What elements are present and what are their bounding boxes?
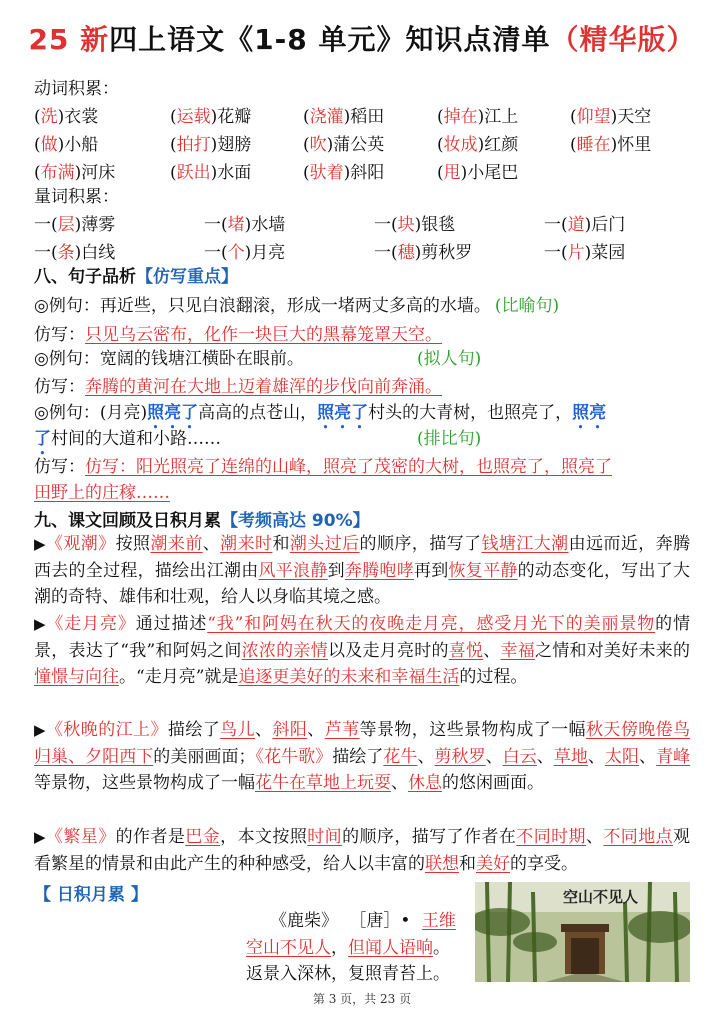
verb-key: 吹 <box>309 135 327 155</box>
measure-word: 月亮 <box>251 243 286 263</box>
section8-tag: 【仿写重点】 <box>136 267 238 287</box>
verb-key: 运载 <box>176 107 211 127</box>
measure-key: 个 <box>227 243 245 263</box>
verb-close: ) <box>210 163 218 183</box>
measure-open: 一( <box>204 215 228 235</box>
verb-item <box>570 130 651 155</box>
verb-open: ( <box>34 107 41 127</box>
measure-key: 条 <box>57 243 75 263</box>
measure-close: ) <box>414 215 422 235</box>
section9-title: 九、课文回顾及日积月累 <box>34 511 221 531</box>
measure-item <box>374 238 472 263</box>
verb-close: ) <box>610 107 618 127</box>
poem-section-heading: 【 日积月累 】 <box>34 885 148 905</box>
imitation-1-label: 仿写： <box>34 325 85 345</box>
verb-close: ) <box>57 135 65 155</box>
poem-line-1a: 空山不见人 <box>246 938 331 958</box>
poem-line-1: 空山不见人，但闻人语响。 <box>246 938 450 958</box>
measure-item <box>204 238 285 263</box>
measure-item <box>544 238 625 263</box>
photo-caption: 空山不见人 <box>563 888 639 906</box>
verb-word: 斜阳 <box>350 163 385 183</box>
verb-key: 跃出 <box>176 163 211 183</box>
measure-key: 层 <box>57 215 75 235</box>
review-zouyueliang: ▶《走月亮》通过描述“我”和阿妈在秋天的夜晚走月亮，感受月光下的美丽景物的情景，表达了“我”和阿妈之间浓浓的亲情以及走月亮时的喜悦、幸福之情和对美好未来的憧憬与向往。“走月亮”就是追逐更美好的未来和幸福生活的过程。 <box>34 614 691 687</box>
measure-close: ) <box>584 215 592 235</box>
verb-key: 甩 <box>443 163 461 183</box>
example-1 <box>34 291 559 316</box>
verb-key: 浇灌 <box>309 107 344 127</box>
measure-close: ) <box>584 243 592 263</box>
verb-open: ( <box>303 107 310 127</box>
verb-close: ) <box>477 135 485 155</box>
page-footer: 第 3 页，共 23 页 <box>312 992 412 1006</box>
verb-open: ( <box>303 163 310 183</box>
measure-item <box>544 210 625 235</box>
verb-item <box>303 102 384 127</box>
imitation-3-line2 <box>34 478 170 503</box>
section8-heading <box>34 262 238 287</box>
example-2 <box>34 344 482 369</box>
verb-key: 做 <box>40 135 58 155</box>
verb-key: 妆成 <box>443 135 478 155</box>
measure-key: 片 <box>567 243 585 263</box>
verb-close: ) <box>610 135 618 155</box>
verb-key: 驮着 <box>309 163 344 183</box>
measure-item <box>34 210 115 235</box>
verb-item <box>437 130 518 155</box>
example-3-e: 村头的大青树，也照亮了， <box>368 403 573 423</box>
example-3-a: ◎例句：(月亮) <box>34 403 148 423</box>
review-qiuwan: ▶《秋晚的江上》描绘了鸟儿、斜阳、芦苇等景物，这些景物构成了一幅秋天傍晚倦鸟归巢、夕阳西下的美丽画面；《花牛歌》描绘了花牛、剪秋罗、白云、草地、太阳、青峰等景物，这些景物构成了一幅花牛在草地上玩耍、休息的悠闲画面。 <box>34 720 691 793</box>
review-fanxing: ▶《繁星》的作者是巴金，本文按照时间的顺序，描写了作者在不同时期、不同地点观看繁星的情景和由此产生的种种感受，给人以丰富的联想和美好的享受。 <box>34 827 691 874</box>
title-prefix: 25 新 <box>28 23 110 56</box>
verb-close: ) <box>57 107 65 127</box>
example-3-emph-1: 照亮了 <box>147 403 199 423</box>
verb-open: ( <box>34 135 41 155</box>
verb-word: 水面 <box>217 163 252 183</box>
imitation-2-text: 奔腾的黄河在大地上迈着雄浑的步伐向前奔涌。 <box>85 377 442 397</box>
verb-word: 红颜 <box>484 135 519 155</box>
measure-word: 后门 <box>591 215 626 235</box>
example-1-text: ◎例句：再近些，只见白浪翻滚，形成一堵两丈多高的水墙。 <box>34 296 491 316</box>
poem-title: 《鹿柴》 <box>270 911 338 931</box>
measure-key: 道 <box>567 215 585 235</box>
measure-word: 剪秋罗 <box>421 243 473 263</box>
measure-word: 薄雾 <box>81 215 116 235</box>
imitation-3-text-2: 田野上的庄稼…… <box>34 483 170 503</box>
measure-open: 一( <box>374 215 398 235</box>
verb-item <box>170 102 251 127</box>
section9-heading <box>34 506 370 531</box>
verb-open: ( <box>303 135 310 155</box>
imitation-2-label: 仿写： <box>34 377 85 397</box>
bamboo-forest-illustration <box>475 882 690 982</box>
measure-close: ) <box>244 243 252 263</box>
verb-open: ( <box>570 135 577 155</box>
imitation-1-text: 只见乌云密布，化作一块巨大的黑幕笼罩天空。 <box>85 325 442 345</box>
poem-dynasty: ［唐］• <box>349 911 411 931</box>
verb-item <box>437 102 518 127</box>
measure-key: 穗 <box>397 243 415 263</box>
verb-word: 怀里 <box>617 135 652 155</box>
verb-close: ) <box>343 163 351 183</box>
verb-open: ( <box>437 135 444 155</box>
verb-open: ( <box>437 163 444 183</box>
verb-word: 天空 <box>617 107 652 127</box>
measure-open: 一( <box>34 215 58 235</box>
measure-item <box>374 210 455 235</box>
verb-key: 布满 <box>40 163 75 183</box>
verb-item <box>303 158 384 183</box>
verb-item <box>170 158 251 183</box>
title-main: 四上语文《1-8 单元》知识点清单 <box>109 23 551 56</box>
verb-word: 河床 <box>81 163 116 183</box>
example-3-type: (排比句) <box>417 429 482 449</box>
measure-open: 一( <box>204 243 228 263</box>
poem-title-line <box>270 906 456 931</box>
measure-key: 块 <box>397 215 415 235</box>
verb-open: ( <box>170 163 177 183</box>
verb-word: 蒲公英 <box>333 135 385 155</box>
measure-open: 一( <box>34 243 58 263</box>
verb-word: 江上 <box>484 107 519 127</box>
verb-key: 睡在 <box>576 135 611 155</box>
verb-close: ) <box>210 135 218 155</box>
measure-item <box>34 238 115 263</box>
verb-word: 衣裳 <box>64 107 99 127</box>
measure-word: 银毯 <box>421 215 456 235</box>
section9-tag: 【考频高达 90%】 <box>221 511 370 531</box>
imitation-2 <box>34 372 442 397</box>
verb-close: ) <box>74 163 82 183</box>
measures-heading: 量词积累： <box>34 187 119 207</box>
verb-item <box>34 102 98 127</box>
verb-word: 小船 <box>64 135 99 155</box>
verb-item <box>34 130 98 155</box>
measure-close: ) <box>74 215 82 235</box>
verb-item <box>437 158 518 183</box>
verb-item <box>570 102 651 127</box>
example-1-type: (比喻句) <box>494 296 560 316</box>
imitation-3-line1 <box>34 452 612 477</box>
example-3-h: 村间的大道和小路…… <box>51 429 221 449</box>
title-suffix: （精华版） <box>550 23 696 56</box>
verb-close: ) <box>343 107 351 127</box>
verb-open: ( <box>34 163 41 183</box>
verb-key: 拍打 <box>176 135 211 155</box>
verb-open: ( <box>437 107 444 127</box>
verb-key: 洗 <box>40 107 58 127</box>
measure-open: 一( <box>544 215 568 235</box>
example-3-c: 高高的点苍山， <box>198 403 318 423</box>
measure-close: ) <box>244 215 252 235</box>
review-guanchao: ▶《观潮》按照潮来前、潮来时和潮头过后的顺序，描写了钱塘江大潮由远而近，奔腾西去的全过程，描绘出江潮由风平浪静到奔腾咆哮再到恢复平静的动态变化，写出了大潮的奇特、雄伟和壮观，给人以身临其境之感。 <box>34 534 691 607</box>
verb-word: 花瓣 <box>217 107 252 127</box>
example-3-emph-3: 照亮 <box>572 403 607 423</box>
poem-line-2: 返景入深林，复照青苔上。 <box>246 964 450 984</box>
verb-word: 翅膀 <box>217 135 252 155</box>
verb-open: ( <box>170 107 177 127</box>
measure-key: 堵 <box>227 215 245 235</box>
measure-close: ) <box>74 243 82 263</box>
measure-word: 水墙 <box>251 215 286 235</box>
section8-title: 八、句子品析 <box>34 267 136 287</box>
verb-open: ( <box>570 107 577 127</box>
example-2-type: (拟人句) <box>417 349 482 369</box>
verb-close: ) <box>210 107 218 127</box>
example-2-text: ◎例句：宽阔的钱塘江横卧在眼前。 <box>34 349 304 369</box>
verb-item <box>34 158 115 183</box>
measure-word: 菜园 <box>591 243 626 263</box>
page-title <box>0 18 724 58</box>
example-3-emph-2: 照亮了 <box>317 403 369 423</box>
measure-item <box>204 210 285 235</box>
measure-open: 一( <box>544 243 568 263</box>
verb-close: ) <box>460 163 468 183</box>
verb-item <box>303 130 384 155</box>
imitation-1 <box>34 320 442 345</box>
verb-word: 小尾巴 <box>467 163 519 183</box>
imitation-3-text-1: 仿写：阳光照亮了连绵的山峰，照亮了茂密的大树，也照亮了，照亮了 <box>85 457 612 477</box>
verb-word: 稻田 <box>350 107 385 127</box>
verbs-heading: 动词积累： <box>34 79 119 99</box>
measure-close: ) <box>414 243 422 263</box>
verb-key: 掉在 <box>443 107 478 127</box>
poem-author: 王维 <box>421 911 456 931</box>
verb-open: ( <box>170 135 177 155</box>
verb-item <box>170 130 251 155</box>
measure-word: 白线 <box>81 243 116 263</box>
example-3-emph-4: 了 <box>34 429 51 449</box>
imitation-3-label: 仿写： <box>34 457 85 477</box>
measure-open: 一( <box>374 243 398 263</box>
verb-close: ) <box>477 107 485 127</box>
verb-close: ) <box>326 135 334 155</box>
poem-line-1b: 但闻人语响 <box>348 938 433 958</box>
verb-key: 仰望 <box>576 107 611 127</box>
